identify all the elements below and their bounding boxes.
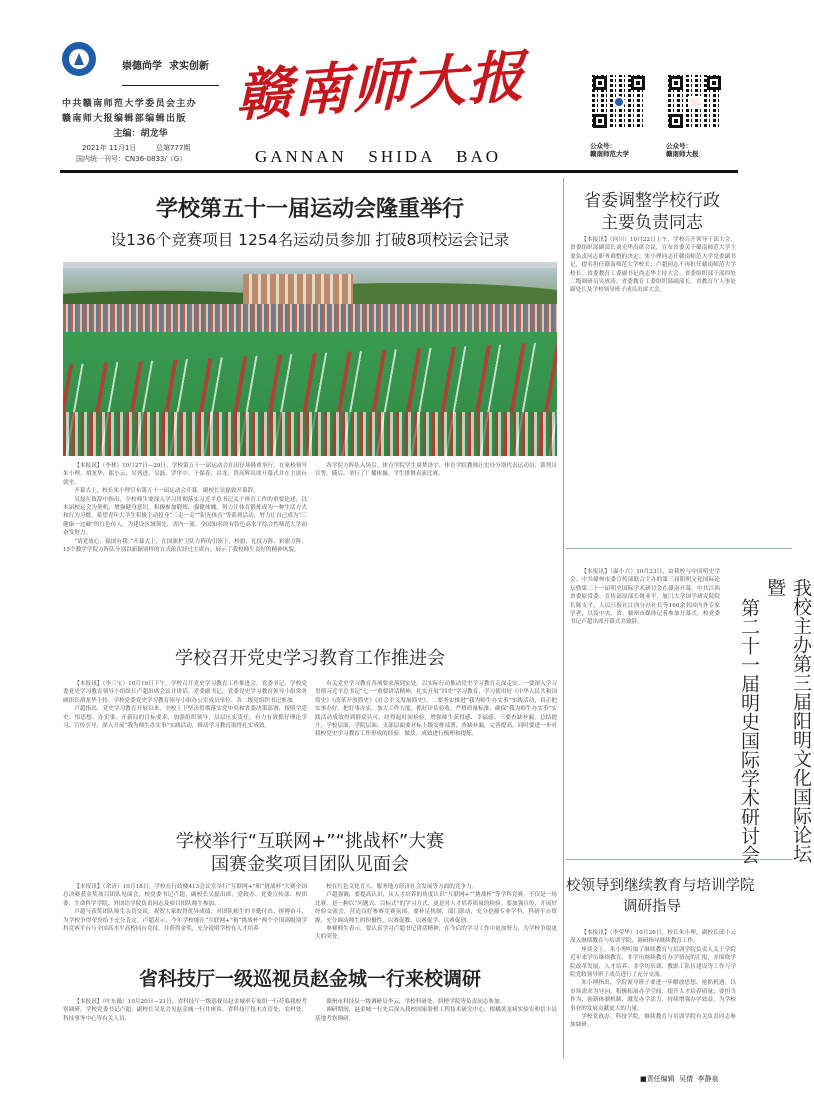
leadership-body (570, 236, 736, 536)
sports-body-left (63, 462, 307, 622)
school-logo (62, 42, 96, 76)
issue-date: 2021年 11月1日 (82, 144, 137, 152)
paragraph: 【本报讯】（温小兴）10月23日，由我校与中国明史学会、中共赣州市委宣传部联合主办的第三届阳明文化国际论坛暨第二十一届明史国际学术研讨会在赣南开幕。中共江西省委原常委、宣传部原部长姚亚平，厦门大学国学研究院院长陈支平，人民日报社江西分社社长等160余名国内外专家学者，以及中央、省、赣州市媒体记者参加开幕式。校党委书记卢超出席开幕式并致辞。 (570, 569, 720, 626)
masthead-rule (60, 170, 738, 173)
continuing-ed-headline-line2: 调研指导 (623, 899, 681, 915)
competition-headline-line2: 国赛金奖项目团队见面会 (211, 854, 409, 875)
party-history-body-left (63, 680, 307, 804)
sports-subheadline: 设136个竞赛项目 1254名运动员参加 打破8项校运会记录 (110, 231, 510, 249)
paragraph: 【本报讯】（李三宝）10月19日下午，学校召开党史学习教育工作推进会。党委书记、学校党委党史学习教育领导小组组长卢超出席会议并讲话。党委副书记、党委党史学习教育领导小组常务副组长胡龙华主持。学校党委党史学习教育领导小组办公室成员单位、各二级党组织书记参加。 (63, 681, 307, 704)
qr-label-line: 赣南师大报 (666, 150, 699, 158)
sports-photo (63, 262, 557, 456)
paragraph: 座谈会上，朱小理听取了继续教育与培训学院负责人关于学院近年来学历继续教育、非学历继续教育办学情况的汇报，并围绕学院改革发展、人才培养、非学历培训、教职工队伍建设等工作与学院党政领导班子成员进行了充分交流。 (570, 946, 736, 979)
paragraph: 吴磊在致辞中指出，全校师生要深入学习贯彻落实习近平总书记关于体育工作的重要论述，以本届校运会为契机，增强健身意识，积极参加锻炼，强健体魄，努力让体育锻炼成为一种生活方式和行为习惯。希望青年大学生积极主动投身“三走一走”“阳光体育”等系列活动，努力让自己成为“三健康一过硬”的红色传人，为建设区域领先、省内一流、全国知名的有特色高水平综合性师范大学而奋发努力。 (63, 496, 307, 537)
qr-label-university (590, 142, 629, 158)
party-history-headline: 学校召开党史学习教育工作推进会 (175, 648, 445, 669)
forum-headline-col1: 我校主办第三届阳明文化国际论坛暨 (764, 578, 812, 863)
paragraph: 【本报讯】（李荣华）10月26日，校长朱小理，副校长邱小云深入继续教育与培训学院，调研指导继续教育工作。 (570, 930, 736, 945)
paragraph: 开幕式上，校长朱小理宣布第五十一届运动会开幕。副校长吴磊致开幕辞。 (74, 488, 259, 495)
qr-label-line: 赣南师范大学 (590, 150, 629, 158)
editor-in-chief: 主编：胡龙华 (113, 129, 168, 139)
forum-headline-col2: 第二十一届明史国际学术研讨会 (738, 598, 760, 864)
paragraph: 调研期间，赵金城一行先后深入我校国家脐橙工程技术研究中心、柑橘黄龙病实验室和信丰县基地考察调研。 (315, 1007, 557, 1022)
newspaper-title: 赣南师大报 (236, 43, 526, 130)
paragraph: 【本报讯】（余济）10月18日，学校在行政楼413会议室举行“互联网+”和“挑战杯”大赛全国总决赛获金奖项目团队见面会，校党委书记卢超，副校长吴磊出席，党政办、党委宣传部、校团委、生命科学学院、外国语学院负责同志及项目团队师生参加。 (63, 884, 307, 907)
paragraph: 参赛师生表示，要认真学习卢超书记讲话精神，在今后的学习工作中更加努力，为学校争取更大的荣誉。 (315, 926, 557, 941)
paragraph: 各学院方阵队入场后，体育学院学生周梦泽宇、体育学院教师汪宏玲分别代表运动员、裁判员宣誓。随后，举行了广播体操、学生排舞表演比赛。 (315, 463, 557, 478)
issue-number: 总第777期 (156, 144, 191, 152)
competition-body-right (315, 883, 557, 959)
serial-number: 国内统一刊号：CN36-0833/（G） (76, 155, 187, 163)
publisher: 赣南师大报编辑部编辑出版 (62, 114, 187, 124)
party-history-body-right (315, 680, 557, 804)
slogan: 崇德尚学 求实创新 (122, 61, 209, 72)
continuing-ed-headline-line1: 校领导到继续教育与培训学院 (566, 878, 755, 894)
leadership-headline-line2: 主要负责同志 (601, 213, 703, 233)
paragraph: 有关党史学习教育各项要求落到实处，以实际行动推动党史学习教育走深走实。一要深入学习贯彻习近平总书记“七一”重要讲话精神，扎实开展“四史”学习教育，学习使用好《中华人民共和国简史》《改革开放简史》《社会主义发展简史》。二要务实推进“我为师生办实事”实践活动，真正把实事办好、把好事办实。加大工作力度，抓好评估验收，严格质量标准，确保“我为师生办实事”实践活动成效得到群众认可、经得起时间检验，增强师生获得感、幸福感。三要查缺补漏，总结提升，学校层面、学院层面、支部层面要对标上级安排部署，查缺补漏，完善提高，同时要进一步对我校党史学习教育工作形成的经验、做法、成效进行梳理和提炼。 (315, 681, 557, 738)
qr-code-university[interactable] (590, 73, 648, 131)
paragraph: 赣州市科技局一级调研员李云，学校科研处、脐橙学院等负责同志参加。 (326, 999, 506, 1005)
sports-body-right (315, 462, 557, 562)
paragraph: 卢超与获奖团队师生亲切交谈，祝贺大家取得优异成绩，对团队师生的辛勤付出、拼搏奋斗，为学校争得荣誉给予充分肯定。卢超表示，今年学校能在“互联网+”和“挑战杯”两个全国高级别学科竞赛平台与全国高水平高校同台竞技，并获得金奖，充分说明学校在人才培养 (63, 909, 307, 933)
inspection-body-right (315, 998, 557, 1032)
forum-body (570, 568, 720, 854)
qr-label-line: 公众号： (590, 142, 616, 150)
competition-headline-line1: 学校举行“互联网+”“挑战杯”大赛 (175, 831, 445, 852)
inspection-headline: 省科技厅一级巡视员赵金城一行来校调研 (138, 968, 481, 990)
inspection-body-left (63, 998, 307, 1032)
paragraph: 【本报讯】（何川）10月22日上午，学校召开领导干部大会，省委组织部副部长刘光华出席会议，宣布省委关于赣南师范大学主要负责同志职务调整的决定：朱小理同志任赣南师范大学党委副书记，提名担任赣南师范大学校长；卢超同志不再担任赣南师范大学校长。省委教育工委副书记尚志华主持大会。省委组织部干部四处二级调研员吴成涛，省委教育工委组织部副部长，省教育厅人事处副处长及学校领导班子成员出席大会。 (570, 237, 736, 294)
competition-body-left (63, 883, 307, 959)
paragraph: 校在红色文化育人、服务地方经济社会发展等方面的竞争力。 (326, 884, 478, 890)
qr-label-line: 公众号： (666, 142, 692, 150)
paragraph: 卢超强调，要提高认识，从人才培养的角度认识“互联网+”“挑战杯”等学科竞赛，不仅是一场比赛，是一种以“问题式、目标式”的学习方式，更是对人才培养质量的检验。要加强宣传，开展好经验交流会，营造良好参赛竞赛氛围，要补足机制，部门联动，充分挖掘专业学科、科研平台资源，充分调动师生的积极性，以赛促教、以赛促学、以赛促创。 (315, 892, 557, 924)
paragraph: 【本报讯】（李林）10月27日—29日，学校第五十一届运动会在田径场隆重举行。在家校领导朱小理、胡龙华、郎小云、吴列进、吴磊、罗序中、于保春、昌龙、曾高辉出席开幕式并在主席台就坐。 (63, 463, 307, 486)
qr-label-newspaper (666, 142, 699, 158)
paragraph: 【本报讯】（叶东薇）10月20日—21日，省科技厅一级巡视员赵金城率专家组一行莅临我校考察调研。学校党委书记卢超，副校长吴龙会见赵金城一行并座谈。省科技厅技术直管处、农村处、科技事务中心等有关人员， (63, 999, 307, 1022)
paragraph: 卢超指出，党史学习教育开展以来，全校上下坚决贯彻落实党中央和省委决策部署，按照学党史、悟思想、办实事、开新局的目标要求，加强组织领导，层层压实责任，有力有效抓好理论学习、宣传引导，深入开展“我为师生办实事”实践活动，推动学习教育取得扎实成效。 (63, 706, 307, 730)
paragraph: 朱小理指出，学院领导班子要进一步解放思想、抢抓机遇，以市场需求为导向，积极拓展办学空间，提升人才培养质量；要担当作为，创新体制机制，激发办学活力，持续增强办学效益，为学校事业的发展贡献更大的力量。 (570, 980, 736, 1012)
paragraph: 学校党政办、科技学院、继续教育与培训学院有关负责同志参加调研。 (570, 1014, 736, 1029)
editors-credit: ■责任编辑 吴倩 李静泉 (640, 1075, 719, 1083)
continuing-ed-body (570, 929, 736, 1029)
newspaper-pinyin: GANNAN SHIDA BAO (255, 147, 502, 166)
sponsor: 中共赣南师范大学委员会主办 (62, 99, 198, 109)
slogan-rule (122, 85, 219, 86)
leadership-headline-line1: 省委调整学校行政 (584, 191, 720, 211)
column-divider (563, 178, 564, 1058)
paragraph: “请党放心，强国有我。”开幕式上，在国旗护卫队方阵的引领下，校旗、礼仪方阵、彩旗方阵、15个数学学院方阵队分别以新颖别样的方式依次经过主席台，展示了我校师生良好的精神风貌。 (63, 538, 307, 554)
sports-headline: 学校第五十一届运动会隆重举行 (155, 197, 464, 222)
qr-code-newspaper[interactable] (666, 73, 724, 131)
